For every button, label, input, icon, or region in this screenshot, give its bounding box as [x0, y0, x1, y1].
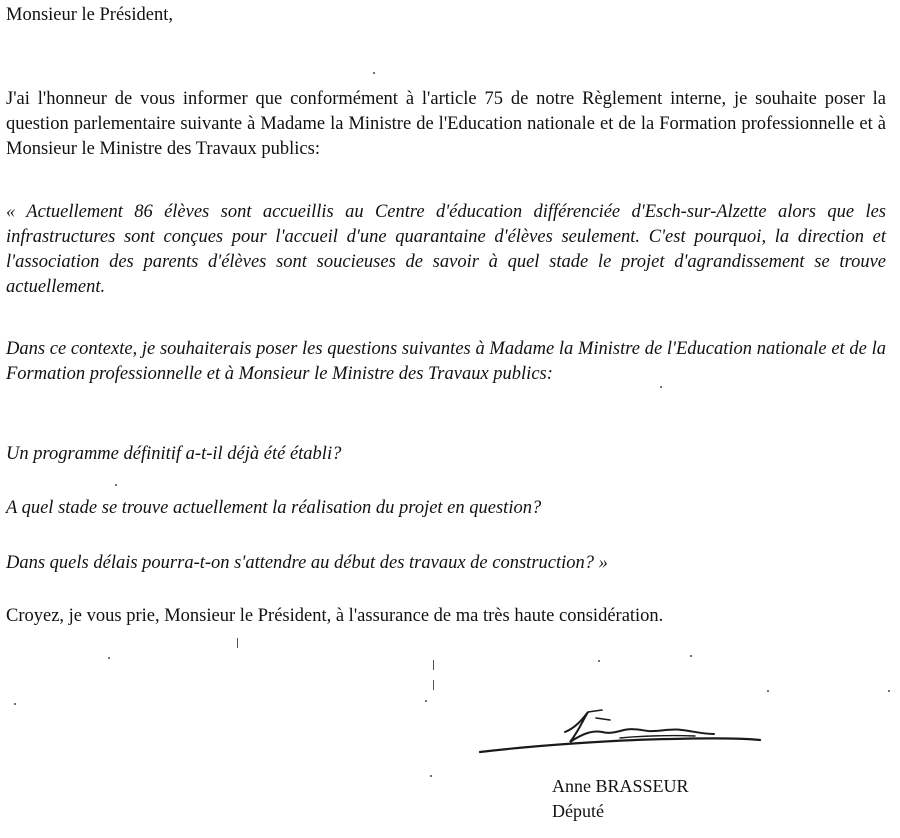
intro-paragraph: J'ai l'honneur de vous informer que conformément à l'article 75 de notre Règlement interne, je souhaite poser la question parlementaire suivante à Madame la Ministre de l'Education nationale et de la Formation professionnelle et à Monsieur le Ministre des Travaux publics: [6, 89, 886, 159]
scan-speck [108, 657, 110, 659]
salutation: Monsieur le Président, [6, 5, 173, 25]
handwritten-signature [470, 690, 770, 780]
signer-title: Député [552, 801, 604, 821]
quoted-paragraph: « Actuellement 86 élèves sont accueillis au Centre d'éducation différenciée d'Esch-sur-Alzette alors que les infrastructures sont conçues pour l'accueil d'une quarantaine d'élèves seulement. C'est pourquoi, la direction et l'association des parents d'élèves sont soucieuses de savoir à quel stade le projet d'agrandissement se trouve actuellement. [6, 202, 886, 297]
closing-formula: Croyez, je vous prie, Monsieur le Président, à l'assurance de ma très haute considération. [6, 606, 664, 626]
scan-speck [373, 72, 375, 74]
signer-name: Anne BRASSEUR [552, 776, 689, 796]
scan-mark [433, 680, 434, 690]
scan-mark [237, 638, 238, 648]
scan-speck [430, 775, 432, 777]
scan-speck [660, 386, 662, 388]
scan-speck [598, 660, 600, 662]
question-2: A quel stade se trouve actuellement la réalisation du projet en question? [6, 498, 542, 518]
scan-speck [888, 690, 890, 692]
scan-speck [14, 703, 16, 705]
scan-speck [115, 484, 117, 486]
question-1: Un programme définitif a-t-il déjà été établi? [6, 444, 342, 464]
scan-speck [767, 690, 769, 692]
scan-speck [425, 700, 427, 702]
question-3: Dans quels délais pourra-t-on s'attendre au début des travaux de construction? » [6, 553, 608, 573]
scan-speck [690, 655, 692, 657]
context-paragraph: Dans ce contexte, je souhaiterais poser les questions suivantes à Madame la Ministre de l'Education nationale et de la Formation professionnelle et à Monsieur le Ministre des Travaux publics: [6, 339, 886, 384]
scan-mark [433, 660, 434, 670]
